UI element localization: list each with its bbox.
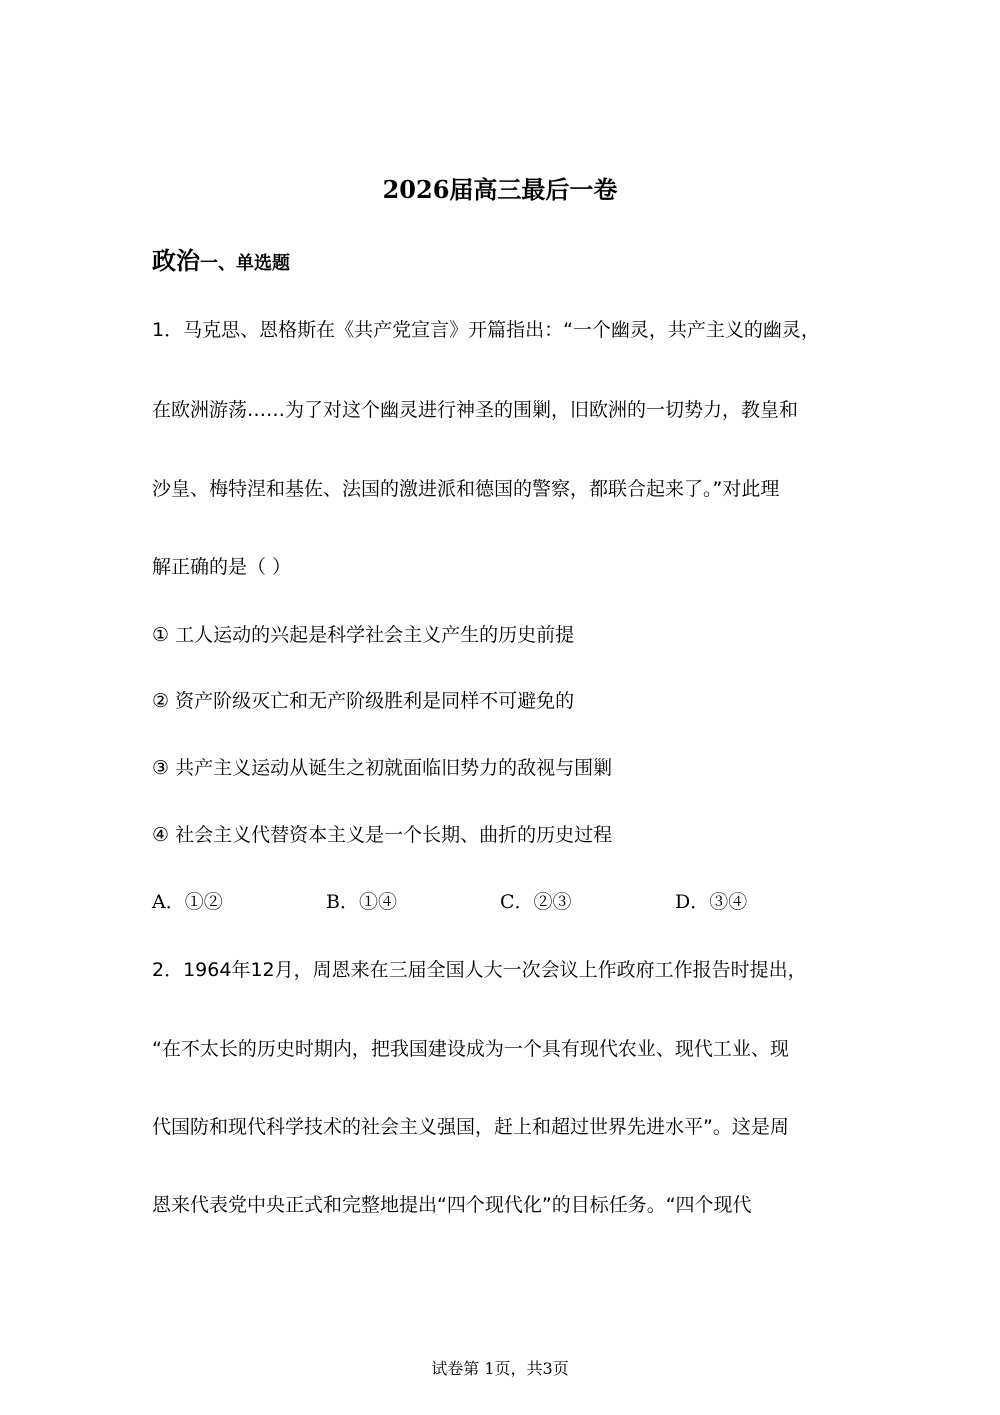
question-2-line-4: 恩来代表党中央正式和完整地提出“四个现代化”的目标任务。“四个现代 (152, 1194, 752, 1216)
question-1-line-4: 解正确的是（ ） (152, 556, 292, 578)
question-1-line-1: 1．马克思、恩格斯在《共产党宣言》开篇指出：“一个幽灵，共产主义的幽灵， (152, 319, 820, 341)
choice-a: A．①② (152, 891, 223, 913)
question-2-line-2: “在不太长的历史时期内，把我国建设成为一个具有现代农业、现代工业、现 (152, 1038, 789, 1060)
choice-c: C．②③ (500, 891, 572, 913)
question-1-line-3: 沙皇、梅特涅和基佐、法国的激进派和德国的警察，都联合起来了。”对此理 (152, 478, 780, 500)
subject-label: 政治 (152, 247, 200, 275)
statement-3: ③ 共产主义运动从诞生之初就面临旧势力的敌视与围剿 (152, 757, 613, 779)
page-footer: 试卷第 1页，共3页 (431, 1359, 569, 1378)
choice-b: B．①④ (326, 891, 397, 913)
question-2-line-3: 代国防和现代科学技术的社会主义强国，赶上和超过世界先进水平”。这是周 (152, 1116, 789, 1138)
statement-4: ④ 社会主义代替资本主义是一个长期、曲折的历史过程 (152, 824, 613, 846)
statement-1: ① 工人运动的兴起是科学社会主义产生的历史前提 (152, 624, 575, 646)
page-title: 2026届高三最后一卷 (382, 175, 618, 204)
section-label: 一、单选题 (200, 253, 290, 274)
section-heading (152, 241, 290, 276)
choice-d: D．③④ (675, 891, 748, 913)
question-1-line-2: 在欧洲游荡……为了对这个幽灵进行神圣的围剿，旧欧洲的一切势力，教皇和 (152, 399, 799, 421)
question-2-line-1: 2．1964年12月，周恩来在三届全国人大一次会议上作政府工作报告时提出， (152, 959, 807, 981)
statement-2: ② 资产阶级灭亡和无产阶级胜利是同样不可避免的 (152, 690, 575, 712)
